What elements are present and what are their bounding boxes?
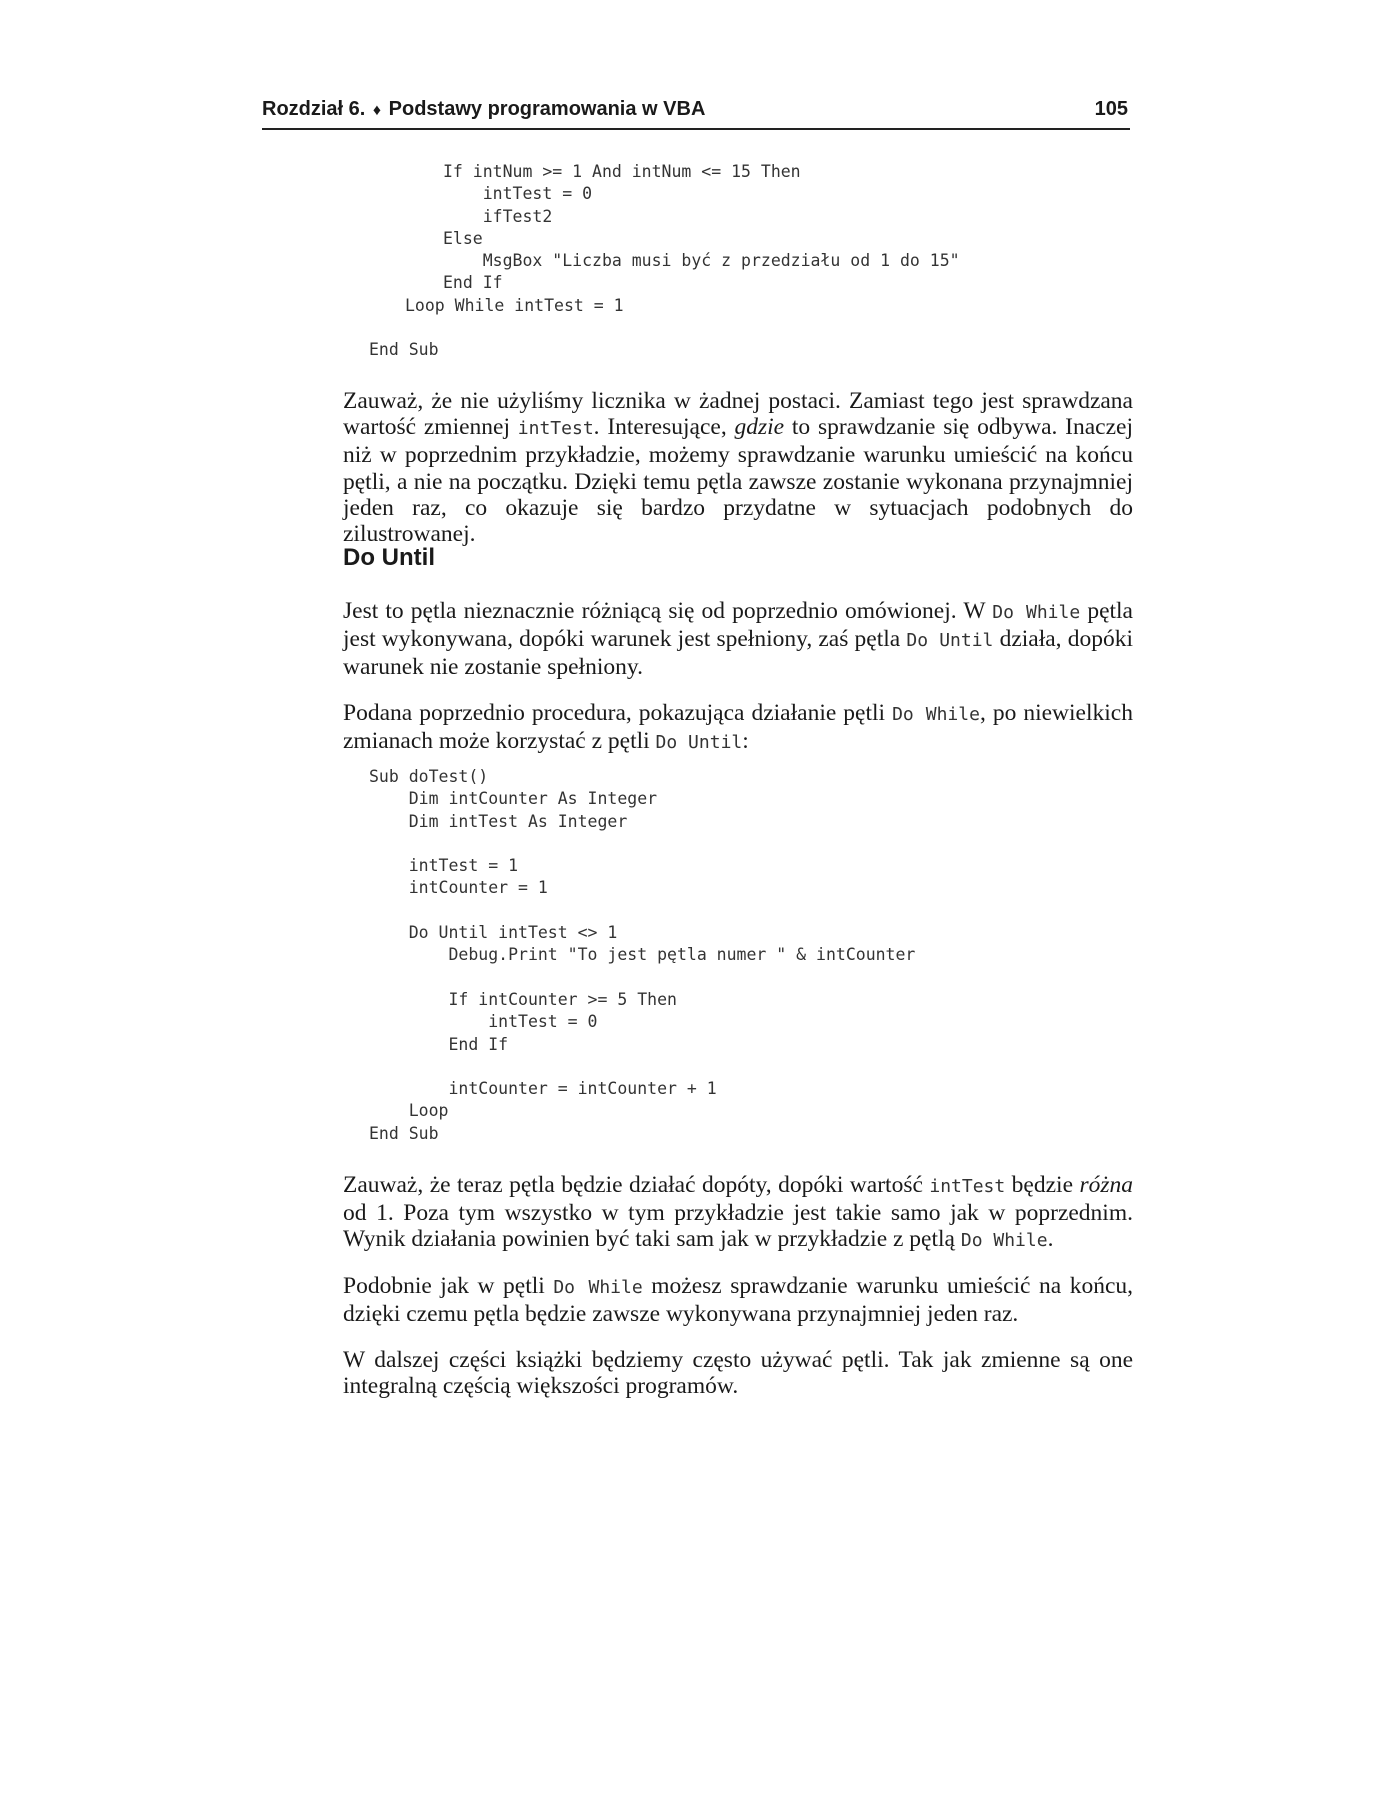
running-header: [262, 98, 1130, 130]
inline-code: Do While: [553, 1277, 643, 1298]
page-number: 105: [1094, 98, 1128, 120]
section-heading: Do Until: [343, 544, 435, 571]
diamond-icon: ♦: [372, 102, 382, 119]
code-line-end-sub: End Sub: [369, 340, 439, 359]
header-chapter-title: [262, 98, 705, 121]
paragraph-4: Zauważ, że teraz pętla będzie działać dopóty, dopóki wartość intTest będzie różna od 1. Poza tym wszystko w tym przykładzie jest takie samo jak w poprzednim. Wynik działania powinien być taki sam jak w przykładzie z pętlą Do While.: [343, 1172, 1133, 1253]
emphasis: różna: [1079, 1172, 1133, 1198]
chapter-label: Rozdział 6.: [262, 98, 366, 120]
inline-code: Do While: [892, 704, 980, 725]
paragraph-5: Podobnie jak w pętli Do While możesz sprawdzanie warunku umieścić na końcu, dzięki czemu pętla będzie zawsze wykonywana przynajmniej jeden raz.: [343, 1273, 1134, 1328]
paragraph-2: Jest to pętla nieznacznie różniącą się od poprzednio omówionej. W Do While pętla jest wykonywana, dopóki warunek jest spełniony, zaś pętla Do Until działa, dopóki warunek nie zostanie spełniony.: [343, 598, 1133, 681]
emphasis: gdzie: [734, 414, 785, 441]
paragraph-3: Podana poprzednio procedura, pokazująca działanie pętli Do While, po niewielkich zmianach może korzystać z pętli Do Until:: [343, 700, 1133, 755]
paragraph-1: Zauważ, że nie użyliśmy licznika w żadnej postaci. Zamiast tego jest sprawdzana wartość zmiennej intTest. Interesujące, gdzie to sprawdzanie się odbywa. Inaczej niż w poprzednim przykładzie, możemy sprawdzanie warunku umieścić na końcu pętli, a nie na początku. Dzięki temu pętla zawsze zostanie wykonana przynajmniej jeden raz, co okazuje się bardzo przydatne w sytuacjach podobnych do zilustrowanej.: [343, 388, 1133, 548]
chapter-title: Podstawy programowania w VBA: [388, 98, 706, 120]
inline-code: intTest: [517, 418, 594, 440]
code-line-loop-while: Loop While intTest = 1: [405, 296, 624, 315]
inline-code: intTest: [929, 1176, 1006, 1197]
inline-code: Do Until: [906, 630, 994, 652]
code-block-do-until: Sub doTest() Dim intCounter As Integer Dim intTest As Integer intTest = 1 intCounter = 1 Do Until intTest <> 1 Debug.Print "To jest pętla numer " & intCounter If intCounter >= 5 Then intTest = 0 End If intCounter = intCounter + 1 Loop End Sub: [369, 767, 916, 1143]
inline-code: Do While: [960, 1230, 1048, 1252]
inline-code: Do While: [992, 602, 1081, 623]
paragraph-6: W dalszej części książki będziemy często używać pętli. Tak jak zmienne są one integralną częścią większości programów.: [343, 1347, 1133, 1400]
inline-code: Do Until: [655, 732, 743, 754]
code-block-if: If intNum >= 1 And intNum <= 15 Then intTest = 0 ifTest2 Else MsgBox "Liczba musi być z przedziału od 1 do 15" End If: [443, 162, 960, 293]
